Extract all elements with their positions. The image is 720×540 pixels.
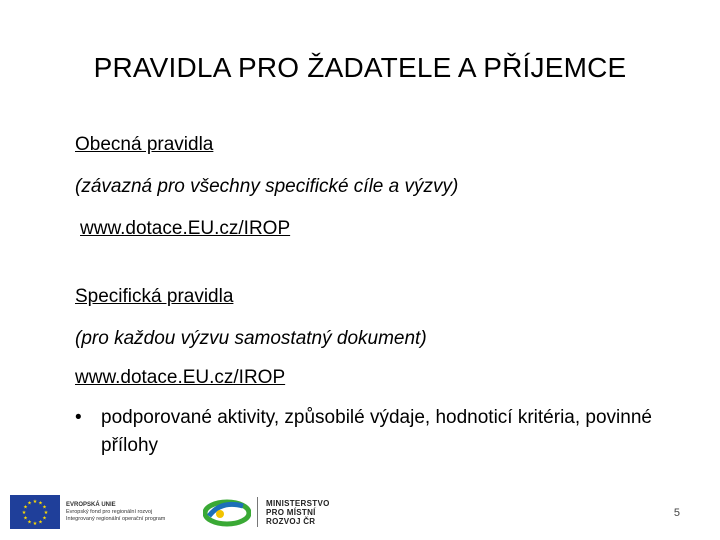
eu-flag-icon bbox=[10, 495, 60, 529]
general-rules-note: (závazná pro všechny specifické cíle a výzvy) bbox=[75, 176, 459, 197]
svg-text:★: ★ bbox=[42, 504, 47, 511]
general-rules-link[interactable]: www.dotace.EU.cz/IROP bbox=[80, 218, 291, 239]
svg-text:★: ★ bbox=[27, 519, 32, 526]
page-number: 5 bbox=[673, 507, 680, 519]
ministry-line-2: PRO MÍSTNÍ bbox=[266, 507, 316, 517]
specific-rules-heading: Specifická pravidla bbox=[75, 286, 234, 307]
svg-text:★: ★ bbox=[32, 499, 38, 505]
ministry-line-3: ROZVOJ ČR bbox=[266, 516, 316, 526]
eu-label-line-2: Evropský fond pro regionální rozvoj bbox=[66, 508, 153, 515]
specific-rules-link[interactable]: www.dotace.EU.cz/IROP bbox=[75, 367, 286, 388]
svg-text:★: ★ bbox=[23, 504, 28, 511]
eu-label-line-1: EVROPSKÁ UNIE bbox=[66, 501, 116, 508]
ministry-line-1: MINISTERSTVO bbox=[266, 498, 330, 508]
specific-rules-note: (pro každou výzvu samostatný dokument) bbox=[75, 328, 427, 349]
svg-text:★: ★ bbox=[38, 500, 43, 507]
svg-text:★: ★ bbox=[43, 510, 49, 516]
irop-swirl-icon bbox=[203, 496, 251, 528]
bullet-item bbox=[75, 404, 655, 460]
svg-text:★: ★ bbox=[27, 500, 32, 507]
ministry-logo bbox=[203, 496, 330, 528]
bullet-marker: • bbox=[75, 407, 82, 428]
eu-label-line-3: Integrovaný regionální operační program bbox=[66, 515, 166, 522]
eu-label bbox=[66, 502, 181, 523]
slide-title: PRAVIDLA PRO ŽADATELE A PŘÍJEMCE bbox=[93, 52, 627, 83]
svg-text:★: ★ bbox=[21, 510, 27, 516]
bullet-text: podporované aktivity, způsobilé výdaje, hodnoticí kritéria, povinné přílohy bbox=[101, 407, 652, 456]
svg-text:★: ★ bbox=[32, 521, 38, 527]
svg-text:★: ★ bbox=[23, 515, 28, 522]
svg-text:★: ★ bbox=[42, 515, 47, 522]
ministry-divider bbox=[257, 497, 258, 527]
ministry-label bbox=[266, 499, 330, 526]
footer-logos bbox=[10, 492, 330, 532]
svg-text:★: ★ bbox=[38, 519, 43, 526]
general-rules-heading: Obecná pravidla bbox=[75, 134, 214, 155]
